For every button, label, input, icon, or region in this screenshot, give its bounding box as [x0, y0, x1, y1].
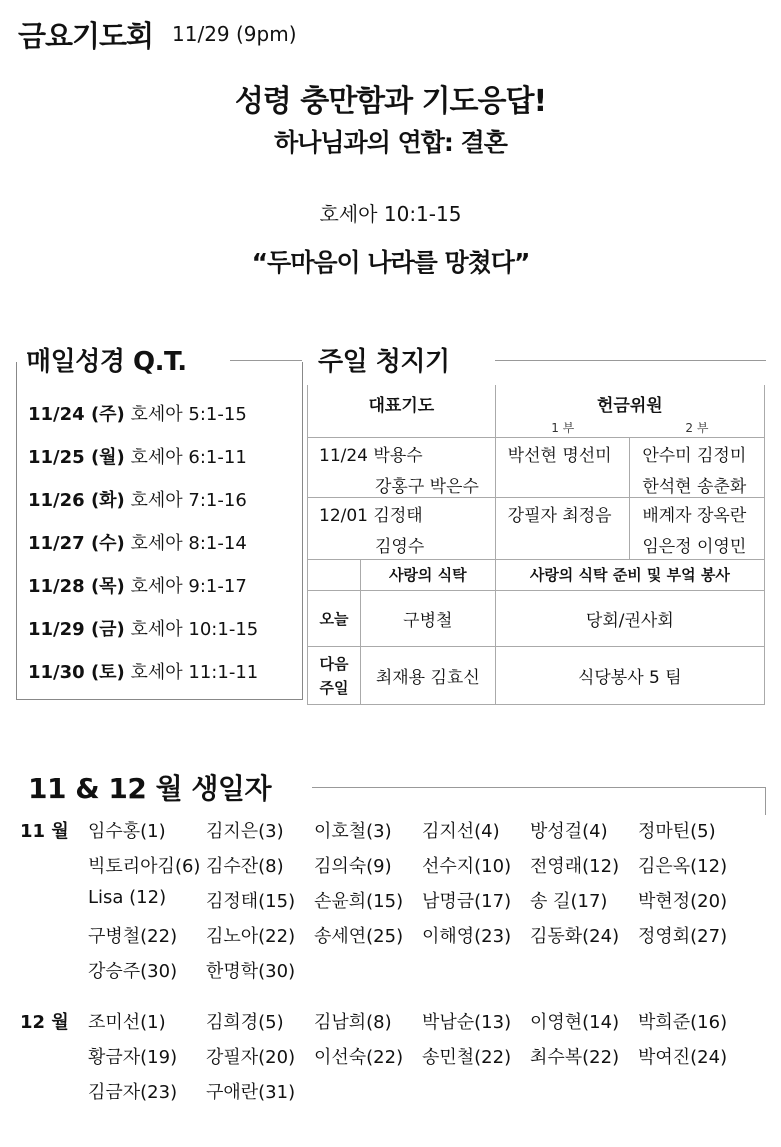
birthday-entry: 김정태(15)	[206, 891, 296, 912]
sunday-divider	[495, 360, 766, 361]
birthday-entry: 김은옥(12)	[638, 856, 728, 877]
kitchen-service-header: 사랑의 식탁 준비 및 부엌 봉사	[495, 559, 764, 590]
birthday-entry: 구애란(31)	[206, 1082, 296, 1103]
birthday-divider	[312, 787, 765, 788]
birthday-entry: 남명금(17)	[422, 891, 512, 912]
qt-item: 11/27 (수) 호세아 8:1-14	[28, 533, 247, 554]
next-sunday-row: 다음 주일 최재용 김효신 식당봉사 5 팀	[308, 646, 765, 704]
birthday-entry: 김지선(4)	[422, 821, 500, 842]
birthday-entry: 이호철(3)	[314, 821, 392, 842]
qt-item: 11/24 (주) 호세아 5:1-15	[28, 404, 247, 425]
birthday-entry: Lisa (12)	[88, 887, 167, 908]
birthday-entry: 조미선(1)	[88, 1012, 166, 1033]
birthday-divider-right	[765, 787, 766, 815]
birthday-entry: 박현정(20)	[638, 891, 728, 912]
part1-label: 1 부	[551, 421, 575, 435]
birthday-entry: 김남희(8)	[314, 1012, 392, 1033]
steward-row: 11/24 박용수 강홍구 박은수 박선현 명선미 안수미 김정미 한석현 송춘화	[308, 437, 765, 497]
sunday-table	[307, 385, 765, 705]
birthday-entry: 송 길(17)	[530, 891, 608, 912]
birthday-entry: 이해영(23)	[422, 926, 512, 947]
birthday-entry: 김금자(23)	[88, 1082, 178, 1103]
birthday-entry: 구병철(22)	[88, 926, 178, 947]
birthday-entry: 송민철(22)	[422, 1047, 512, 1068]
birthday-entry: 김의숙(9)	[314, 856, 392, 877]
birthday-entry: 선수지(10)	[422, 856, 512, 877]
birthday-entry: 김희경(5)	[206, 1012, 284, 1033]
qt-item: 11/26 (화) 호세아 7:1-16	[28, 490, 247, 511]
birthday-entry: 강필자(20)	[206, 1047, 296, 1068]
scripture-reference: 호세아 10:1-15	[319, 202, 462, 226]
birthday-entry: 손윤희(15)	[314, 891, 404, 912]
part2-label: 2 부	[685, 421, 709, 435]
birthday-entry: 김노아(22)	[206, 926, 296, 947]
november-label: 11 월	[20, 821, 69, 842]
sermon-quote: “두마음이 나라를 망쳤다”	[251, 248, 530, 277]
row-date: 12/01	[319, 505, 368, 526]
qt-item: 11/29 (금) 호세아 10:1-15	[28, 619, 259, 640]
qt-item: 11/28 (목) 호세아 9:1-17	[28, 576, 247, 597]
birthday-entry: 김지은(3)	[206, 821, 284, 842]
love-table-header: 사랑의 식탁	[360, 559, 495, 590]
birthday-entry: 한명학(30)	[206, 961, 296, 982]
page-date: 11/29 (9pm)	[172, 22, 297, 46]
sermon-subtitle: 하나님과의 연합: 결혼	[274, 128, 507, 157]
birthday-entry: 박여진(24)	[638, 1047, 728, 1068]
today-row: 오늘 구병철 당회/권사회	[308, 590, 765, 646]
birthday-entry: 송세연(25)	[314, 926, 404, 947]
birthday-entry: 전영래(12)	[530, 856, 620, 877]
qt-divider	[230, 360, 302, 361]
birthday-entry: 김동화(24)	[530, 926, 620, 947]
steward-row: 12/01 김정태 김영수 강필자 최정음 배계자 장옥란 임은정 이영민	[308, 497, 765, 559]
sermon-title: 성령 충만함과 기도응답!	[234, 84, 547, 119]
birthday-entry: 임수홍(1)	[88, 821, 166, 842]
birthday-entry: 박희준(16)	[638, 1012, 728, 1033]
birthday-entry: 정마틴(5)	[638, 821, 716, 842]
birthday-entry: 황금자(19)	[88, 1047, 178, 1068]
today-label: 오늘	[308, 590, 361, 646]
birthday-entry: 이영현(14)	[530, 1012, 620, 1033]
qt-item: 11/30 (토) 호세아 11:1-11	[28, 662, 259, 683]
page-title: 금요기도회	[18, 19, 154, 53]
prayer-header: 대표기도	[308, 385, 496, 437]
qt-section-title: 매일성경 Q.T.	[26, 341, 197, 378]
next-sunday-label: 다음 주일	[308, 646, 361, 704]
birthday-entry: 강승주(30)	[88, 961, 178, 982]
birthday-entry: 정영회(27)	[638, 926, 728, 947]
birthday-entry: 방성걸(4)	[530, 821, 608, 842]
offering-header: 헌금위원 1 부 2 부	[495, 385, 764, 437]
birthday-entry: 이선숙(22)	[314, 1047, 404, 1068]
birthday-entry: 빅토리아김(6)	[88, 856, 201, 877]
birthday-entry: 최수복(22)	[530, 1047, 620, 1068]
december-label: 12 월	[20, 1012, 69, 1033]
birthday-entry: 박남순(13)	[422, 1012, 512, 1033]
sunday-section-title: 주일 청지기	[318, 341, 460, 378]
birthday-entry: 김수잔(8)	[206, 856, 284, 877]
qt-item: 11/25 (월) 호세아 6:1-11	[28, 447, 247, 468]
row-date: 11/24	[319, 445, 368, 466]
birthday-section-title: 11 & 12 월 생일자	[28, 767, 281, 807]
